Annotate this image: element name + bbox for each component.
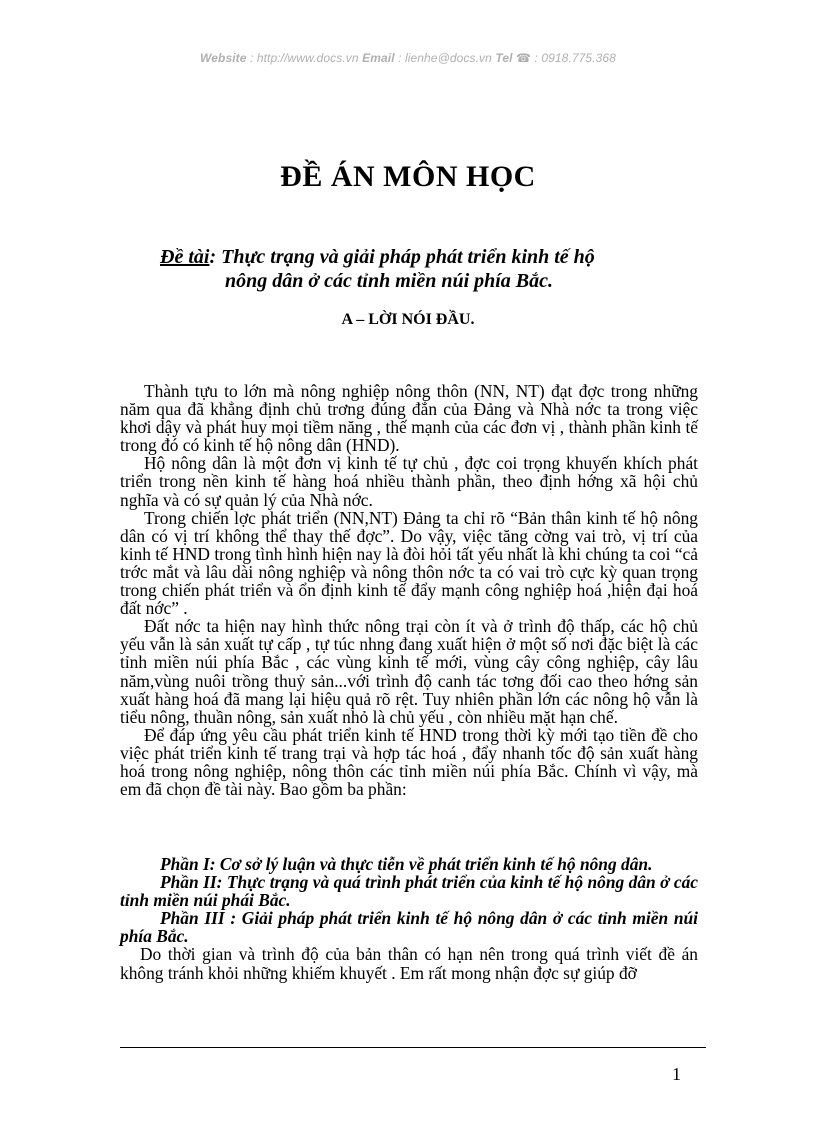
topic-line-2: nông dân ở các tỉnh miền núi phía Bắc. xyxy=(225,270,554,292)
paragraph-5: Để đáp ứng yêu cầu phát triển kinh tế HND trong thời kỳ mới tạo tiền đề cho việc phát triển kinh tế trang trại và hợp tác hoá , đẩy nhanh tốc độ sản xuất hàng hoá trong nông nghiệp, nông thôn các tỉnh miền núi phía Bắc. Chính vì vậy, mà em đã chọn đề tài này. Bao gồm ba phần: xyxy=(120,724,698,800)
topic-line-1: : Thực trạng và giải pháp phát triển kinh tế hộ xyxy=(209,246,595,268)
email-address: : lienhe@docs.vn xyxy=(398,51,492,65)
parts-list xyxy=(120,855,698,982)
document-title: ĐỀ ÁN MÔN HỌC xyxy=(280,160,536,193)
closing-paragraph: Do thời gian và trình độ của bản thân có hạn nên trong quá trình viết đề án không tránh khỏi những khiếm khuyết . Em rất mong nhận đợc sự giúp đỡ xyxy=(120,944,698,983)
tel-label: Tel xyxy=(495,51,513,65)
section-heading: A – LỜI NÓI ĐẦU. xyxy=(341,311,475,328)
website-url: : http://www.docs.vn xyxy=(249,51,359,65)
part-1: Phần I: Cơ sở lý luận và thực tiễn về phát triển kinh tế hộ nông dân. xyxy=(160,854,653,874)
part-3: Phần III : Giải pháp phát triển kinh tế hộ nông dân ở các tỉnh miền núi phía Bắc. xyxy=(120,908,698,947)
paragraph-4: Đất nớc ta hiện nay hình thức nông trại còn ít và ở trình độ thấp, các hộ chủ yếu vẫn là sản xuất tự cấp , tự túc nhng đang xuất hiện ở một số nơi đặc biệt là các tỉnh miền núi phía Bắc , các vùng kinh tế mới, vùng cây công nghiệp, cây lâu năm,vùng nuôi trồng thuỷ sản...với trình độ canh tác tơng đối cao theo hớng sản xuất hàng hoá đã mang lại hiệu quả rõ rệt. Tuy nhiên phần lớn các nông hộ vẫn là tiểu nông, thuần nông, sản xuất nhỏ là chủ yếu , còn nhiều mặt hạn chế. xyxy=(120,616,698,727)
page-number: 1 xyxy=(672,1064,681,1084)
paragraph-1: Thành tựu to lớn mà nông nghiệp nông thôn (NN, NT) đạt đợc trong những năm qua đã khẳng định chủ trơng đúng đắn của Đảng và Nhà nớc ta trong việc khơi dậy và phát huy mọi tiềm năng , thế mạnh của các đơn vị , thành phần kinh tế trong đó có kinh tế hộ nông dân (HND). xyxy=(120,381,698,456)
footer-rule xyxy=(120,1047,706,1048)
topic-block xyxy=(160,245,680,293)
page-header xyxy=(0,51,816,65)
paragraph-2: Hộ nông dân là một đơn vị kinh tế tự chủ , đợc coi trọng khuyến khích phát triển trong nền kinh tế hàng hoá nhiều thành phần, theo định hớng xã hội chủ nghĩa và có sự quản lý của Nhà nớc. xyxy=(120,453,698,510)
body-text xyxy=(120,382,698,798)
email-label: Email xyxy=(362,51,395,65)
part-2: Phần II: Thực trạng và quá trình phát triển của kinh tế hộ nông dân ở các tỉnh miền núi phái Bắc. xyxy=(120,872,698,911)
tel-number: ☎ : 0918.775.368 xyxy=(516,51,616,65)
topic-label: Đề tài xyxy=(160,246,210,268)
paragraph-3: Trong chiến lợc phát triển (NN,NT) Đảng ta chỉ rõ “Bản thân kinh tế hộ nông dân có vị trí không thể thay thế đợc”. Do vậy, việc tăng cờng vai trò, vị trí của kinh tế HND trong tình hình hiện nay là đòi hỏi tất yếu nhất là khi chúng ta coi “cả trớc mắt và lâu dài nông nghiệp và nông thôn nớc ta có vai trò cực kỳ quan trọng trong chiến phát triển và ổn định kinh tế đẩy mạnh công nghiệp hoá ,hiện đại hoá đất nớc” . xyxy=(120,507,698,619)
website-label: Website xyxy=(200,51,247,65)
